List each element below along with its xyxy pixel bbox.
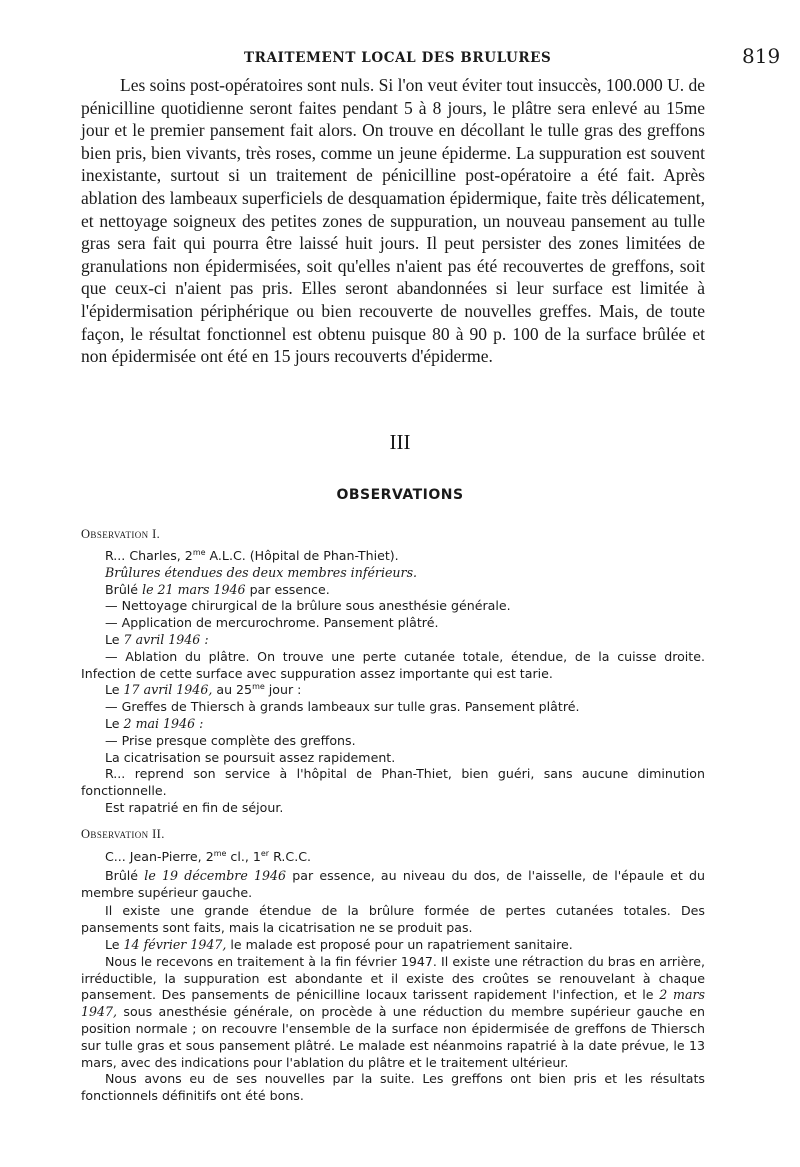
obs2-patient-unit: R.C.C.: [269, 849, 311, 864]
obs1-diagnosis-text: Brûlures étendues des deux membres inférieurs.: [105, 564, 418, 580]
obs2-p3-label: Le: [105, 936, 124, 952]
obs2-p3-text: le malade est proposé pour un rapatriement sanitaire.: [226, 936, 573, 952]
obs1-burn-label: Brûlé: [105, 581, 143, 597]
obs1-burn-cause: par essence.: [245, 581, 330, 597]
obs2-burn-label: Brûlé: [105, 867, 145, 883]
obs2-patient-class: cl., 1: [226, 849, 261, 864]
body-paragraph-text: Les soins post-opératoires sont nuls. Si l'on veut éviter tout insuccès, 100.000 U. de pénicilline quotidienne seront faites pendant 5 à 8 jours, le plâtre sera enlevé au 15me jour et le premier pansement fait alors. On trouve en décollant le tulle gras des greffons bien pris, bien vivants, très roses, comme un jeune épiderme. La suppuration est souvent inexistante, surtout si un traitement de pénicilline post-opératoire a été fait. Après ablation des lambeaux superficiels de desquamation épidermique, faite très délicatement, et nettoyage soigneux des petites zones de suppuration, un nouveau pansement au tulle gras sera fait qui pourra être laissé huit jours. Il peut persister des zones limitées de granulations non épidermisées, soit qu'elles n'aient pas été recouvertes de greffons, soit que ceux-ci n'aient pas pris. Elles seront abandonnées si leur surface est limitée à l'épidermisation périphérique ou bien recouverte de nouvelles greffes. Mais, de toute façon, le résultat fonctionnel est obtenu puisque 80 à 90 p. 100 de la surface brûlée et non épidermisée ont été en 15 jours recouverts d'épiderme.: [81, 75, 705, 367]
obs1-patient-unit: A.L.C. (Hôpital de Phan-Thiet).: [205, 548, 399, 563]
obs1-date2-label: Le: [105, 631, 124, 647]
obs1-date3-day: au 25: [212, 682, 253, 698]
obs1-burn: [81, 582, 705, 599]
obs2-p4-date: 2 mars 1947,: [81, 987, 705, 1020]
obs1-patient-sup: me: [192, 548, 206, 557]
obs1-step2: — Application de mercurochrome. Pansement plâtré.: [105, 615, 439, 631]
obs2-p4-text-b: sous anesthésie générale, on procède à une réduction du membre supérieur gauche en position normale ; on recouvre l'ensemble de la surface non épidermisée de greffons de Thiersch sur tulle gras et sous pansement plâtré. Le malade est néanmoins rapatrié à la date prévue, le 13 mars, avec des indications pour l'ablation du plâtre et le traitement ultérieur.: [81, 1004, 705, 1070]
running-title: TRAITEMENT LOCAL DES BRULURES: [244, 50, 552, 66]
section-number: III: [389, 430, 411, 454]
obs1-date2: [81, 632, 705, 649]
obs1-patient: [81, 548, 705, 565]
section-title: OBSERVATIONS: [336, 487, 464, 503]
obs2-burn-date: le 19 décembre 1946: [144, 867, 287, 883]
observation-2: [81, 849, 705, 1105]
obs2-p3-date: 14 février 1947,: [123, 936, 227, 952]
obs1-date4: [81, 716, 705, 733]
obs1-date3-sup: me: [252, 682, 265, 692]
obs2-burn: [81, 868, 705, 902]
obs1-date3-label: Le: [105, 682, 124, 698]
obs1-date3-end: jour :: [264, 682, 302, 698]
obs1-step5: — Prise presque complète des greffons.: [105, 732, 356, 748]
body-paragraph: [81, 74, 705, 368]
obs2-p3: [81, 937, 705, 954]
page-number: 819: [742, 44, 781, 68]
obs1-date2-value: 7 avril 1946 :: [123, 631, 209, 647]
obs1-step7: R... reprend son service à l'hôpital de Phan-Thiet, bien guéri, sans aucune diminution fonctionnelle.: [81, 766, 705, 799]
obs1-date4-value: 2 mai 1946 :: [123, 715, 204, 731]
obs1-step6: La cicatrisation se poursuit assez rapidement.: [105, 749, 396, 765]
obs2-patient-name: C... Jean-Pierre, 2: [105, 849, 214, 864]
obs2-patient-sup1: me: [213, 849, 227, 858]
obs1-step4: — Greffes de Thiersch à grands lambeaux sur tulle gras. Pansement plâtré.: [105, 699, 580, 715]
obs1-date3: [81, 682, 705, 699]
obs1-patient-name: R... Charles, 2: [105, 548, 193, 563]
obs2-p4-text-a: Nous le recevons en traitement à la fin février 1947. Il existe une rétraction du bras en arrière, irréductible, la suppuration est abondante et il existe des croûtes se renouvelant à chaque pansement. Des pansements de pénicilline locaux tarissent rapidement l'infection, et le: [81, 953, 705, 1003]
obs2-p5: Nous avons eu de ses nouvelles par la suite. Les greffons ont bien pris et les résultats fonctionnels définitifs ont été bons.: [81, 1071, 705, 1104]
observation-1-heading: Observation I.: [81, 527, 161, 541]
obs2-patient: [81, 849, 705, 866]
running-head: [0, 44, 800, 74]
obs1-burn-date: le 21 mars 1946: [142, 581, 246, 597]
obs1-step8: Est rapatrié en fin de séjour.: [105, 799, 284, 815]
obs1-diagnosis: [81, 565, 705, 582]
observation-2-heading: Observation II.: [81, 827, 165, 841]
obs2-patient-sup2: er: [260, 849, 270, 858]
observation-1: [81, 548, 705, 817]
obs2-p2: Il existe une grande étendue de la brûlure formée de pertes cutanées totales. Des pansements sont faits, mais la cicatrisation ne se produit pas.: [81, 903, 705, 936]
obs1-date3-value: 17 avril 1946,: [123, 682, 213, 698]
obs2-burn-location: par essence, au niveau du dos, de l'aisselle, de l'épaule et du membre supérieur gauche.: [81, 867, 705, 900]
obs1-step3: — Ablation du plâtre. On trouve une perte cutanée totale, étendue, de la cuisse droite. Infection de cette surface avec suppuration assez importante qui est tarie.: [81, 648, 705, 681]
obs1-date4-label: Le: [105, 715, 124, 731]
obs1-step1: — Nettoyage chirurgical de la brûlure sous anesthésie générale.: [105, 598, 511, 614]
obs2-p4: [81, 954, 705, 1072]
